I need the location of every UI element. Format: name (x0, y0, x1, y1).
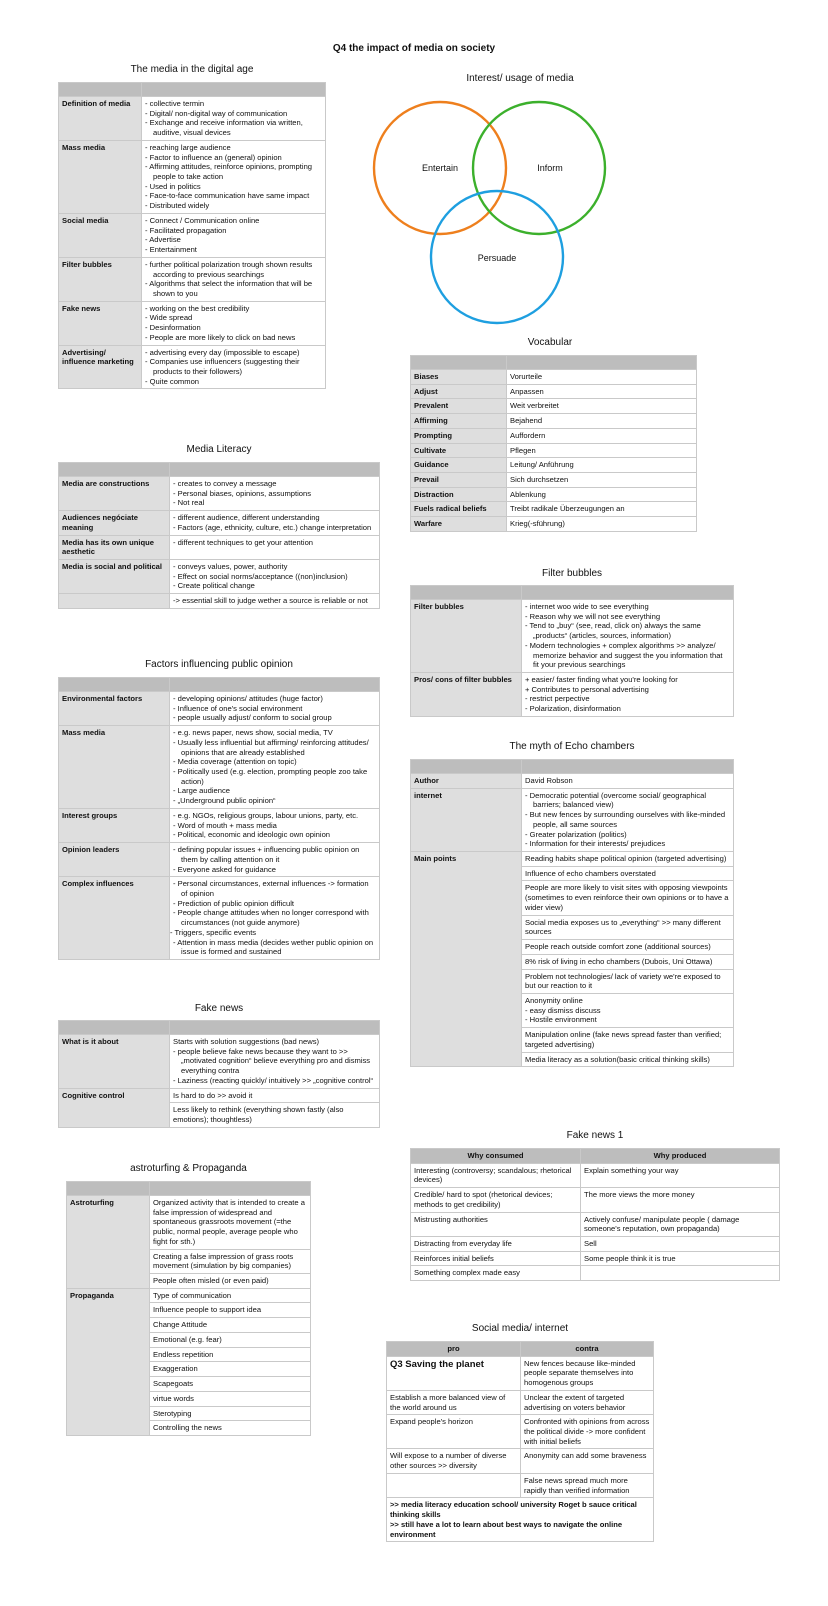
list-item: + easier/ faster finding what you're looking for (525, 675, 730, 685)
bullet-list (173, 479, 376, 508)
row-key: Filter bubbles (411, 600, 522, 673)
list-item: - Personal circumstances, external influences -> formation of opinion (173, 879, 376, 898)
row-key: Advertising/ influence marketing (59, 345, 142, 389)
row-text: Some people think it is true (581, 1251, 780, 1266)
row-text: False news spread much more rapidly than verified information (521, 1473, 654, 1497)
vocab-heading: Vocabular (527, 337, 573, 348)
echo-table (410, 759, 734, 1067)
page-title: Q4 the impact of media on society (332, 43, 496, 54)
venn-diagram (370, 90, 610, 340)
list-item: - Companies use influencers (suggesting their products to their followers) (145, 357, 322, 376)
literacy-heading: Media Literacy (186, 444, 252, 455)
bullet-list (173, 513, 376, 532)
row-key: Mass media (59, 140, 142, 213)
list-item: - Used in politics (145, 182, 322, 192)
row-text: David Robson (522, 774, 734, 789)
list-item: - Usually less influential but affirming/ reinforcing attitudes/ opinions that are already established (173, 738, 376, 757)
fakenews-table (58, 1020, 380, 1128)
bullet-list (173, 562, 376, 591)
table-row (59, 97, 326, 141)
list-item: - Influence of one's social environment (173, 704, 376, 714)
row-text: Mistrusting authorities (411, 1212, 581, 1236)
list-item: - People change attitudes when no longer correspond with circumstances (not guide anymore) (173, 908, 376, 927)
table-row (59, 877, 380, 960)
row-text: virtue words (150, 1391, 311, 1406)
list-item: - creates to convey a message (173, 479, 376, 489)
footer-line: >> media literacy education school/ university Roget b sauce critical thinking skills (390, 1500, 637, 1520)
vocab-row (411, 414, 697, 429)
row-text: Problem not technologies/ lack of variety we're exposed to but our reaction to it (522, 969, 734, 993)
vocab-term: Cultivate (411, 443, 507, 458)
list-item: - People are more likely to click on bad news (145, 333, 322, 343)
row-text: Type of communication (150, 1288, 311, 1303)
table-row (411, 1266, 780, 1281)
row-text: Endless repetition (150, 1347, 311, 1362)
row-key: Propaganda (67, 1288, 150, 1435)
bullet-list (145, 99, 322, 138)
list-item: - conveys values, power, authority (173, 562, 376, 572)
row-text: Change Attitude (150, 1318, 311, 1333)
fake1-heading: Fake news 1 (566, 1130, 624, 1141)
row-key: Filter bubbles (59, 257, 142, 301)
bullet-list (173, 728, 376, 806)
vocab-term: Distraction (411, 487, 507, 502)
row-text: Social media exposes us to „everything“ >> many different sources (522, 915, 734, 939)
factors-table (58, 677, 380, 960)
table-row (59, 257, 326, 301)
list-item: - Exchange and receive information via written, auditive, visual devices (145, 118, 322, 137)
row-text: Explain something your way (581, 1163, 780, 1187)
list-item: - working on the best credibility (145, 304, 322, 314)
echo-heading: The myth of Echo chambers (509, 741, 635, 752)
vocab-row (411, 502, 697, 517)
list-item: - Attention in mass media (decides wether public opinion on issue is formed and sustained (173, 938, 376, 957)
table-row (59, 843, 380, 877)
list-item: - Quite common (145, 377, 322, 387)
list-item: - restrict perpective (525, 694, 730, 704)
row-key: Definition of media (59, 97, 142, 141)
table-row (67, 1196, 311, 1250)
row-key: Media is social and political (59, 560, 170, 594)
fake1-table (410, 1148, 780, 1281)
list-item: - Personal biases, opinions, assumptions (173, 489, 376, 499)
venn-label-persuade: Persuade (477, 253, 517, 263)
list-item: - Laziness (reacting quickly/ intuitively >> „cognitive control“ (173, 1076, 376, 1086)
row-text: Distracting from everyday life (411, 1237, 581, 1252)
venn-label-entertain: Entertain (421, 163, 459, 173)
vocab-translation: Vorurteile (507, 370, 697, 385)
list-item: - defining popular issues + influencing public opinion on them by calling attention on it (173, 845, 376, 864)
bullet-list (145, 348, 322, 387)
social-table (386, 1341, 654, 1542)
list-item: - Facilitated propagation (145, 226, 322, 236)
list-item: - Create political change (173, 581, 376, 591)
vocab-row (411, 517, 697, 532)
row-text: New fences because like-minded people separate themselves into homogenous groups (521, 1356, 654, 1390)
vocab-term: Guidance (411, 458, 507, 473)
table-row (59, 477, 380, 511)
row-text: People reach outside comfort zone (additional sources) (522, 940, 734, 955)
table-row (411, 852, 734, 867)
list-item: - But new fences by surrounding ourselves with like-minded people, all same sources (525, 810, 730, 829)
row-text: Anonymity can add some braveness (521, 1449, 654, 1473)
row-key: Environmental factors (59, 692, 170, 726)
list-item: - „Underground public opinion“ (173, 796, 376, 806)
table-row (59, 345, 326, 389)
list-item: - easy dismiss discuss (525, 1006, 730, 1016)
list-item: - Face-to-face communication have same impact (145, 191, 322, 201)
vocab-translation: Auffordern (507, 428, 697, 443)
list-item: + Contributes to personal advertising (525, 685, 730, 695)
list-item: - Prediction of public opinion difficult (173, 899, 376, 909)
list-item: - Factors (age, ethnicity, culture, etc.) change interpretation (173, 523, 376, 533)
row-text: Something complex made easy (411, 1266, 581, 1281)
table-row (411, 1251, 780, 1266)
row-text: Sterotyping (150, 1406, 311, 1421)
row-text: Organized activity that is intended to create a false impression of widespread and spontaneous grassroots movement (=the public, normal people, average people who fight for sth.) (150, 1196, 311, 1250)
list-item: - Triggers, specific events (173, 928, 376, 938)
row-key: What is it about (59, 1035, 170, 1089)
vocab-term: Fuels radical beliefs (411, 502, 507, 517)
list-item: - Reason why we will not see everything (525, 612, 730, 622)
fakenews-heading: Fake news (194, 1003, 244, 1014)
venn-label-inform: Inform (537, 163, 563, 173)
list-item: - Politically used (e.g. election, prompting people zoo take action) (173, 767, 376, 786)
row-text: Is hard to do >> avoid it (170, 1088, 380, 1103)
astro-heading: astroturfing & Propaganda (130, 1163, 247, 1174)
col-header: contra (521, 1342, 654, 1357)
col-header: Why produced (581, 1149, 780, 1164)
col-header: Why consumed (411, 1149, 581, 1164)
list-item: - Democratic potential (overcome social/ geographical barriers; balanced view) (525, 791, 730, 810)
row-text: Creating a false impression of grass roots movement (simulation by big companies) (150, 1249, 311, 1273)
row-text: Actively confuse/ manipulate people ( damage someone's reputation, own propaganda) (581, 1212, 780, 1236)
list-item: - Large audience (173, 786, 376, 796)
literacy-table (58, 462, 380, 609)
vocab-term: Biases (411, 370, 507, 385)
q3-heading: Q3 Saving the planet (387, 1356, 521, 1390)
row-text: Media literacy as a solution(basic critical thinking skills) (522, 1052, 734, 1067)
digital-heading: The media in the digital age (130, 64, 254, 75)
bullet-list (173, 811, 376, 840)
table-row (411, 788, 734, 851)
vocab-translation: Weit verbreitet (507, 399, 697, 414)
vocab-row (411, 428, 697, 443)
list-item: - reaching large audience (145, 143, 322, 153)
digital-table (58, 82, 326, 389)
vocab-row (411, 473, 697, 488)
row-text: Manipulation online (fake news spread faster than verified; targeted advertising) (522, 1028, 734, 1052)
row-text: Influence people to support idea (150, 1303, 311, 1318)
bullet-list (145, 260, 322, 299)
row-key: Astroturfing (67, 1196, 150, 1289)
list-item: - Advertise (145, 235, 322, 245)
bullet-list (145, 304, 322, 343)
vocab-row (411, 384, 697, 399)
bullet-list (145, 143, 322, 211)
row-text: Interesting (controversy; scandalous; rhetorical devices) (411, 1163, 581, 1187)
table-row (59, 301, 326, 345)
col-header: pro (387, 1342, 521, 1357)
list-item: - Desinformation (145, 323, 322, 333)
list-item: - Effect on social norms/acceptance ((non)inclusion) (173, 572, 376, 582)
table-row (67, 1288, 311, 1303)
row-text: Exaggeration (150, 1362, 311, 1377)
table-row (59, 1088, 380, 1103)
row-key: internet (411, 788, 522, 851)
list-item: - Connect / Communication online (145, 216, 322, 226)
table-row (411, 600, 734, 673)
row-text: Anonymity online (525, 995, 583, 1005)
bullet-list (145, 216, 322, 255)
row-key: Main points (411, 852, 522, 1067)
vocab-term: Prevail (411, 473, 507, 488)
vocab-translation: Bejahend (507, 414, 697, 429)
table-row (411, 673, 734, 717)
table-row (59, 726, 380, 809)
list-item: - further political polarization trough shown results according to previous searchings (145, 260, 322, 279)
row-text: Establish a more balanced view of the world around us (387, 1390, 521, 1414)
row-key: Audiences negóciate meaning (59, 511, 170, 535)
bullet-list (173, 845, 376, 874)
vocab-translation: Treibt radikale Überzeugungen an (507, 502, 697, 517)
row-text: Scapegoats (150, 1377, 311, 1392)
table-row (387, 1473, 654, 1497)
row-text: Expand people's horizon (387, 1415, 521, 1449)
list-item: - Algorithms that select the information that will be shown to you (145, 279, 322, 298)
vocab-term: Prevalent (411, 399, 507, 414)
row-text: Emotional (e.g. fear) (150, 1332, 311, 1347)
table-row (387, 1390, 654, 1414)
table-row (59, 511, 380, 535)
table-row (59, 535, 380, 559)
list-item: - advertising every day (impossible to escape) (145, 348, 322, 358)
list-item: - e.g. NGOs, religious groups, labour unions, party, etc. (173, 811, 376, 821)
row-text: Controlling the news (150, 1421, 311, 1436)
list-item: - Political, economic and ideologic own opinion (173, 830, 376, 840)
table-row (59, 1035, 380, 1089)
table-row (411, 1163, 780, 1187)
table-row (387, 1356, 654, 1390)
table-row (387, 1498, 654, 1542)
list-item: - Factor to influence an (general) opinion (145, 153, 322, 163)
table-row (59, 213, 326, 257)
row-text: The more views the more money (581, 1188, 780, 1212)
row-key: Media are constructions (59, 477, 170, 511)
vocab-translation: Ablenkung (507, 487, 697, 502)
row-key: Pros/ cons of filter bubbles (411, 673, 522, 717)
vocab-row (411, 399, 697, 414)
row-text: People often misled (or even paid) (150, 1274, 311, 1289)
list-item: - internet woo wide to see everything (525, 602, 730, 612)
row-key: Opinion leaders (59, 843, 170, 877)
row-text: Reading habits shape political opinion (targeted advertising) (522, 852, 734, 867)
table-row (411, 774, 734, 789)
row-text: Influence of echo chambers overstated (522, 866, 734, 881)
list-item: - Everyone asked for guidance (173, 865, 376, 875)
row-text: People are more likely to visit sites with opposing viewpoints (sometimes to even reinforce their own opinions or to have a wider view) (522, 881, 734, 915)
footer-line: >> still have a lot to learn about best ways to navigate the online environment (390, 1519, 623, 1539)
filter-table (410, 585, 734, 717)
list-item: - different audience, different understanding (173, 513, 376, 523)
list-item: - e.g. news paper, news show, social media, TV (173, 728, 376, 738)
row-key: Mass media (59, 726, 170, 809)
row-text: Starts with solution suggestions (bad news) (173, 1037, 320, 1046)
vocab-table (410, 355, 697, 532)
vocab-translation: Anpassen (507, 384, 697, 399)
table-row (59, 140, 326, 213)
row-text: - different techniques to get your attention (170, 535, 380, 559)
list-item: - Digital/ non-digital way of communication (145, 109, 322, 119)
list-item: - developing opinions/ attitudes (huge factor) (173, 694, 376, 704)
row-text: Unclear the extent of targeted advertising on voters behavior (521, 1390, 654, 1414)
list-item: - Greater polarization (politics) (525, 830, 730, 840)
table-row (411, 1237, 780, 1252)
venn-heading: Interest/ usage of media (466, 73, 574, 84)
list-item: - Media coverage (attention on topic) (173, 757, 376, 767)
list-item: - people usually adjust/ conform to social group (173, 713, 376, 723)
list-item: - Not real (173, 498, 376, 508)
vocab-translation: Pflegen (507, 443, 697, 458)
list-item: - Information for their interests/ prejudices (525, 839, 730, 849)
row-key: Interest groups (59, 808, 170, 842)
list-item: - Word of mouth + mass media (173, 821, 376, 831)
row-text: Sell (581, 1237, 780, 1252)
social-heading: Social media/ internet (471, 1323, 569, 1334)
row-key: Fake news (59, 301, 142, 345)
bullet-list (173, 694, 376, 723)
list-item: - Modern technologies + complex algorithms >> analyze/ memorize behavior and suggest the you information that fit your previous searchings (525, 641, 730, 670)
vocab-term: Warfare (411, 517, 507, 532)
vocab-term: Affirming (411, 414, 507, 429)
list-item: - Distributed widely (145, 201, 322, 211)
list-item: - Polarization, disinformation (525, 704, 730, 714)
vocab-row (411, 458, 697, 473)
row-key: Cognitive control (59, 1088, 170, 1127)
table-row (387, 1415, 654, 1449)
factors-heading: Factors influencing public opinion (145, 659, 293, 670)
row-text: Credible/ hard to spot (rhetorical devices; methods to get credibility) (411, 1188, 581, 1212)
row-text: Reinforces initial beliefs (411, 1251, 581, 1266)
list-item: - Entertainment (145, 245, 322, 255)
vocab-row (411, 487, 697, 502)
list-item: - Hostile environment (525, 1015, 730, 1025)
row-text: Less likely to rethink (everything shown fastly (also emotions); thoughtless) (170, 1103, 380, 1127)
vocab-translation: Krieg(-sführung) (507, 517, 697, 532)
row-text: Will expose to a number of diverse other sources >> diversity (387, 1449, 521, 1473)
table-row (59, 560, 380, 594)
astro-table (66, 1181, 311, 1436)
table-row (411, 1212, 780, 1236)
row-text (581, 1266, 780, 1281)
row-text: -> essential skill to judge wether a source is reliable or not (170, 594, 380, 609)
list-item: - collective termin (145, 99, 322, 109)
row-text: Confronted with opinions from across the political divide -> more confident with initial beliefs (521, 1415, 654, 1449)
list-item: - people believe fake news because they want to >> „motivated cognition“ believe everything pro and dismiss everything contra (173, 1047, 376, 1076)
row-key: Media has its own unique aesthetic (59, 535, 170, 559)
vocab-row (411, 443, 697, 458)
table-row (387, 1449, 654, 1473)
list-item: - Wide spread (145, 313, 322, 323)
list-item: - Tend to „buy“ (see, read, click on) always the same „products“ (articles, sources, information) (525, 621, 730, 640)
table-row (59, 692, 380, 726)
vocab-row (411, 370, 697, 385)
row-key: Complex influences (59, 877, 170, 960)
list-item: - Affirming attitudes, reinforce opinions, prompting people to take action (145, 162, 322, 181)
table-row (59, 808, 380, 842)
vocab-term: Prompting (411, 428, 507, 443)
row-key: Author (411, 774, 522, 789)
row-key (59, 594, 170, 609)
row-key: Social media (59, 213, 142, 257)
table-row (411, 1188, 780, 1212)
table-row (59, 594, 380, 609)
row-text (387, 1473, 521, 1497)
vocab-translation: Leitung/ Anführung (507, 458, 697, 473)
row-text: 8% risk of living in echo chambers (Dubois, Uni Ottawa) (522, 954, 734, 969)
vocab-term: Adjust (411, 384, 507, 399)
vocab-translation: Sich durchsetzen (507, 473, 697, 488)
bullet-list (173, 879, 376, 957)
filter-heading: Filter bubbles (541, 568, 603, 579)
